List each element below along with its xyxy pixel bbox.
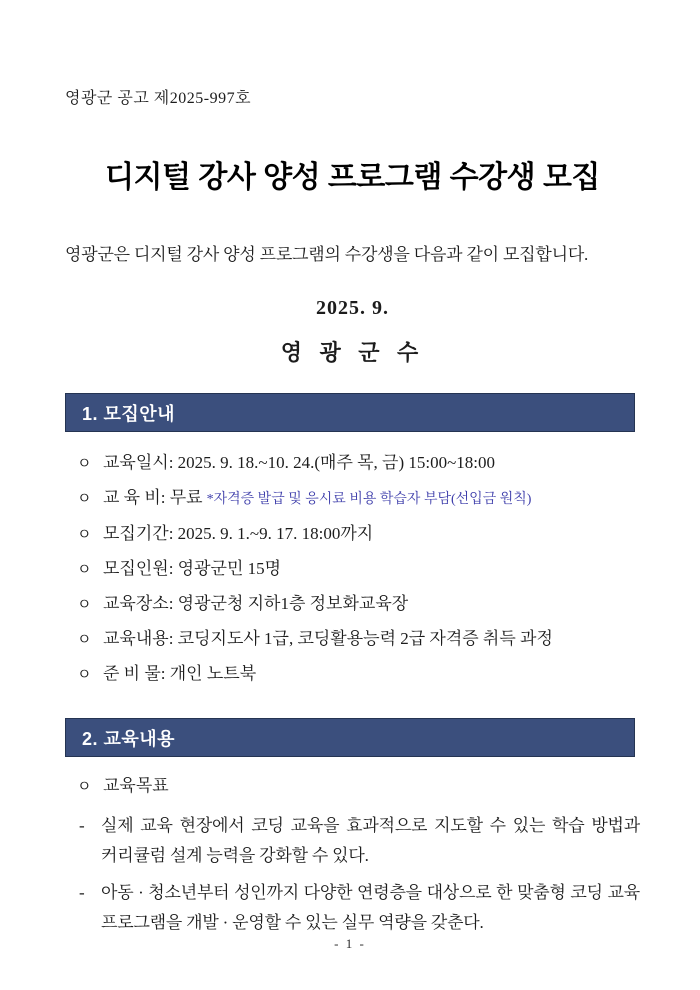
circle-bullet: ㅇ: [77, 667, 92, 683]
list-item: [65, 622, 640, 657]
item-label: 모집인원:: [103, 559, 174, 578]
item-label: 교육내용:: [103, 629, 174, 648]
page-title: 디지털 강사 양성 프로그램 수강생 모집: [105, 161, 600, 194]
section-1-header-bar: [65, 393, 635, 432]
paragraph-text: 아동 · 청소년부터 성인까지 다양한 연령층을 대상으로 한 맞춤형 코딩 교육 프로그램을 개발 · 운영할 수 있는 실무 역량을 갖춘다.: [101, 883, 640, 932]
list-item: [65, 769, 640, 804]
dash-bullet: -: [79, 883, 85, 902]
circle-bullet: ㅇ: [77, 632, 92, 648]
section-2-header-bar: [65, 718, 635, 757]
education-content-list: [65, 769, 640, 938]
circle-bullet: ㅇ: [77, 527, 92, 543]
recruitment-info-list: [65, 446, 640, 692]
page-number: - 1 -: [334, 936, 366, 951]
section-2-heading: 2. 교육내용: [82, 728, 176, 749]
circle-bullet: ㅇ: [77, 597, 92, 613]
circle-bullet: ㅇ: [77, 562, 92, 578]
circle-bullet: ㅇ: [77, 491, 92, 507]
list-item: [65, 446, 640, 481]
circle-bullet: ㅇ: [77, 779, 92, 795]
item-value: 2025. 9. 1.~9. 17. 18:00까지: [177, 524, 374, 543]
list-item: [65, 517, 640, 552]
signer-name: 영 광 군 수: [280, 340, 425, 365]
goal-paragraph: [65, 878, 640, 938]
item-label: 모집기간:: [103, 524, 174, 543]
paragraph-text: 실제 교육 현장에서 코딩 교육을 효과적으로 지도할 수 있는 학습 방법과 커리큘럼 설계 능력을 강화할 수 있다.: [101, 816, 640, 865]
circle-bullet: ㅇ: [77, 456, 92, 472]
item-label: 교육목표: [103, 776, 169, 795]
list-item: [65, 481, 640, 517]
goal-paragraph: [65, 811, 640, 871]
item-value: 2025. 9. 18.~10. 24.(매주 목, 금) 15:00~18:00: [177, 453, 496, 472]
list-item: [65, 587, 640, 622]
list-item: [65, 657, 640, 692]
notice-number: 영광군 공고 제2025-997호: [65, 90, 252, 107]
item-value: 영광군청 지하1층 정보화교육장: [177, 594, 409, 613]
item-value: 코딩지도사 1급, 코딩활용능력 2급 자격증 취득 과정: [177, 629, 553, 648]
item-label: 교육장소:: [103, 594, 174, 613]
item-value: 개인 노트북: [169, 664, 257, 683]
item-label: 준 비 물:: [103, 664, 166, 683]
item-value: 영광군민 15명: [177, 559, 282, 578]
dash-bullet: -: [79, 816, 85, 835]
list-item: [65, 552, 640, 587]
item-label: 교 육 비:: [103, 488, 166, 507]
intro-paragraph: 영광군은 디지털 강사 양성 프로그램의 수강생을 다음과 같이 모집합니다.: [65, 245, 589, 264]
item-label: 교육일시:: [103, 453, 174, 472]
document-date: 2025. 9.: [316, 297, 389, 319]
item-value: 무료: [169, 488, 203, 507]
section-1-heading: 1. 모집안내: [82, 403, 176, 424]
fee-annotation: *자격증 발급 및 응시료 비용 학습자 부담(선입금 원칙): [206, 492, 532, 507]
